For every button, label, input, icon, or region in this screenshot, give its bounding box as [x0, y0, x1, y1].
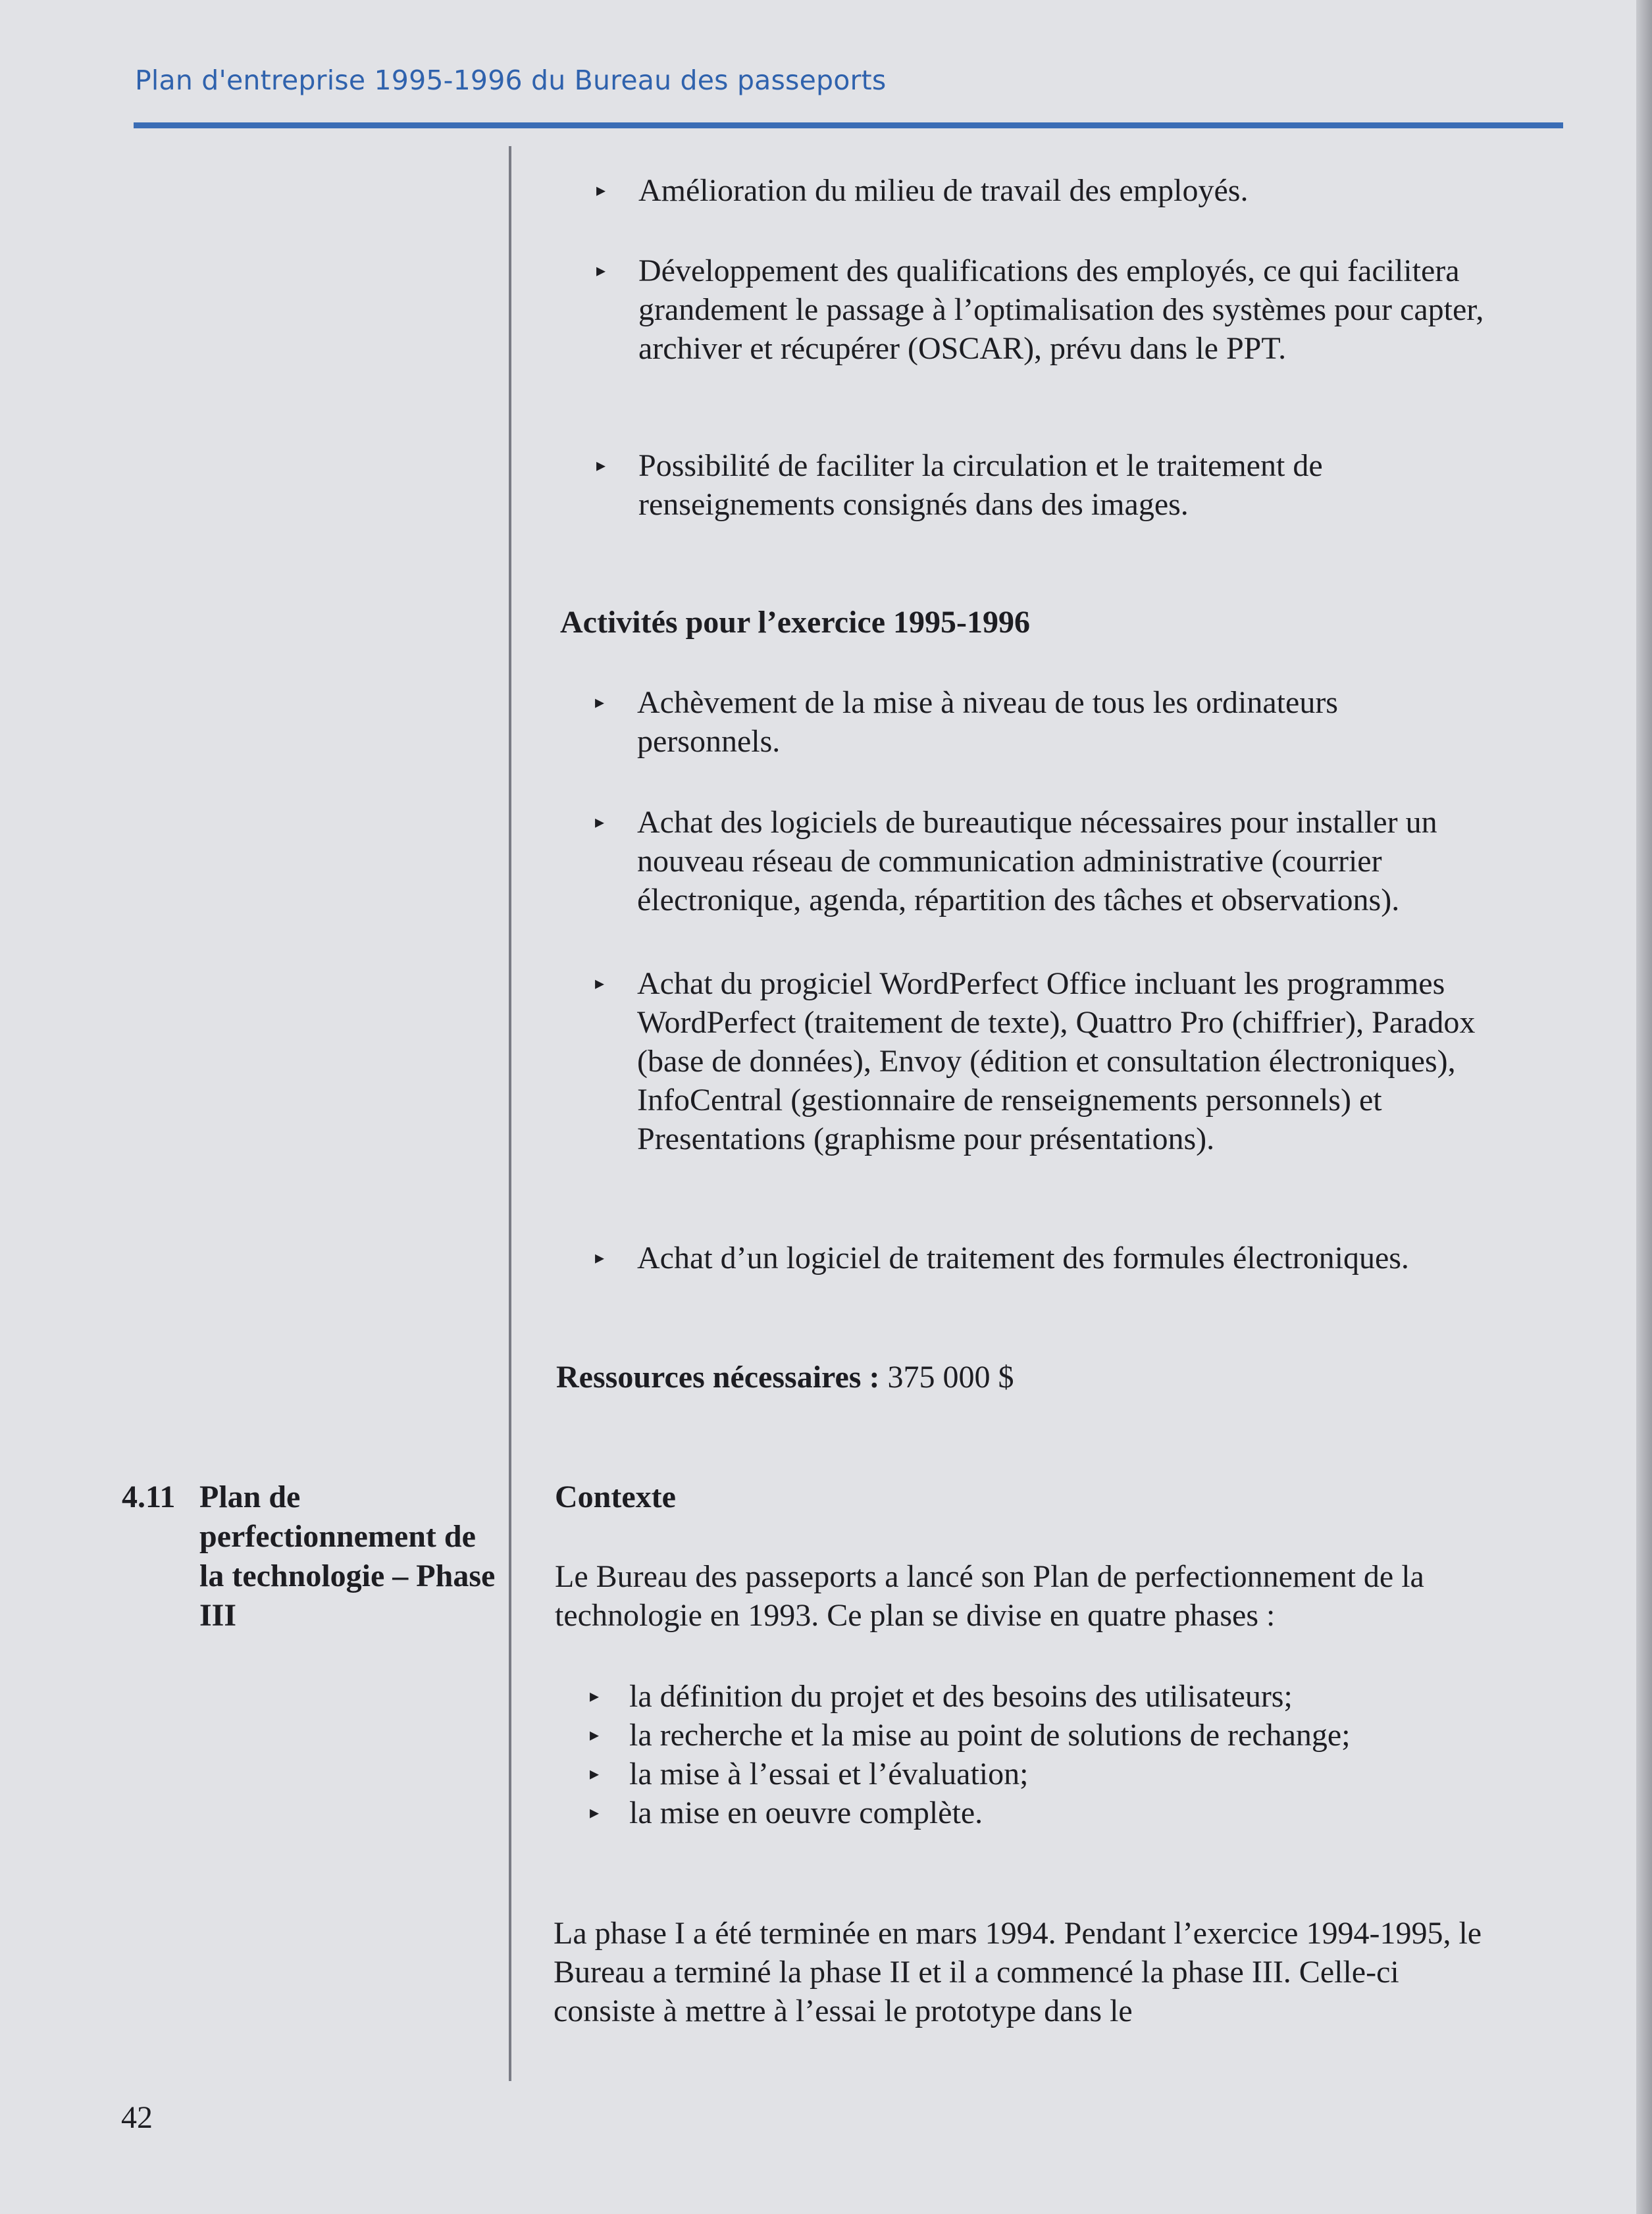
list-item-text: la recherche et la mise au point de solutions de rechange;: [629, 1718, 1351, 1753]
resources-value: 375 000 $: [887, 1360, 1014, 1395]
resources-line: [556, 1358, 1014, 1397]
bullet-icon: ▸: [596, 180, 606, 201]
list-item-text: la mise à l’essai et l’évaluation;: [629, 1757, 1029, 1791]
section-title: Plan de perfectionnement de la technologie – Phase III: [199, 1480, 496, 1633]
list-item-text: Achat des logiciels de bureautique nécessaires pour installer un nouveau réseau de communication administrative (courrier électronique, agenda, répartition des tâches et observations).: [637, 805, 1437, 917]
page-number: 42: [121, 2100, 153, 2135]
context-intro: Le Bureau des passeports a lancé son Plan de perfectionnement de la technologie en 1993. Ce plan se divise en quatre phases :: [555, 1559, 1424, 1633]
bullet-icon: ▸: [596, 455, 606, 476]
section-number: 4.11: [122, 1480, 176, 1514]
section-heading-context: Contexte: [555, 1480, 676, 1514]
bullet-icon: ▸: [590, 1725, 600, 1745]
page-edge-shadow: [1636, 0, 1652, 2214]
list-item-text: Achat d’un logiciel de traitement des formules électroniques.: [637, 1241, 1409, 1275]
bullet-icon: ▸: [595, 973, 605, 994]
resources-label: Ressources nécessaires :: [556, 1360, 880, 1395]
bullet-icon: ▸: [595, 1248, 605, 1268]
section-heading-activities: Activités pour l’exercice 1995-1996: [560, 605, 1031, 640]
bullet-icon: ▸: [590, 1764, 600, 1784]
column-divider: [509, 146, 511, 2081]
list-item-text: la mise en oeuvre complète.: [629, 1795, 983, 1830]
context-paragraph: La phase I a été terminée en mars 1994. Pendant l’exercice 1994-1995, le Bureau a terminé la phase II et il a commencé la phase III. Celle-ci consiste à mettre à l’essai le prototype dans le: [554, 1916, 1482, 2028]
list-item-text: Achèvement de la mise à niveau de tous les ordinateurs personnels.: [637, 685, 1338, 759]
list-item-text: Possibilité de faciliter la circulation et le traitement de renseignements consignés dans des images.: [638, 448, 1323, 522]
bullet-icon: ▸: [596, 261, 606, 281]
list-item-text: la définition du projet et des besoins des utilisateurs;: [629, 1679, 1293, 1714]
running-header: Plan d'entreprise 1995-1996 du Bureau des passeports: [135, 64, 887, 96]
list-item-text: Amélioration du milieu de travail des employés.: [638, 173, 1249, 208]
bullet-icon: ▸: [595, 812, 605, 833]
bullet-icon: ▸: [590, 1686, 600, 1707]
header-rule: [134, 122, 1563, 128]
list-item-text: Achat du progiciel WordPerfect Office incluant les programmes WordPerfect (traitement de texte), Quattro Pro (chiffrier), Paradox (base de données), Envoy (édition et consultation électroniques), InfoCentral (gestionnaire de renseignements personnels) et Presentations (graphisme pour présentations).: [637, 966, 1476, 1156]
bullet-icon: ▸: [590, 1803, 600, 1823]
list-item-text: Développement des qualifications des employés, ce qui facilitera grandement le passage à l’optimalisation des systèmes pour capter, archiver et récupérer (OSCAR), prévu dans le PPT.: [638, 253, 1484, 366]
bullet-icon: ▸: [595, 692, 605, 713]
